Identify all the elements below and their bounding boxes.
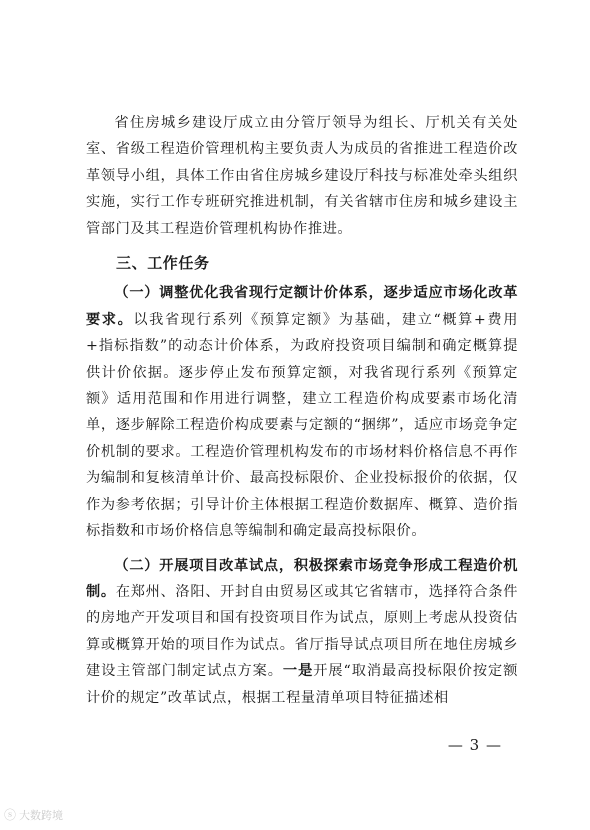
page-number: — 3 — [447,736,502,754]
body-text [86,110,518,719]
paragraph-task-2 [86,553,518,711]
task-1-body: 以我省现行系列《预算定额》为基础，建立“概算+费用+指标指数”的动态计价体系，为政府投资项目编制和确定概算提供计价依据。逐步停止发布预算定额，对我省现行系列《预算定额》适用范围和作用进行调整，建立工程造价构成要素市场化清单，逐步解除工程造价构成要素与定额的“捆绑”，适应市场竞争定价机制的要求。工程造价管理机构发布的市场材料价格信息不再作为编制和复核清单计价、最高投标限价、企业投标报价的依据，仅作为参考依据；引导计价主体根据工程造价数据库、概算、造价指标指数和市场价格信息等编制和确定最高投标限价。 [86,311,518,540]
task-1-lead: （一）调整优化我省现行定额计价体系，逐步适应市场化改革要求。 [86,285,518,328]
task-2-tail: 开展“取消最高投标限价按定额计价的规定”改革试点，根据工程量清单项目特征描述相 [86,663,518,706]
watermark-logo-icon: ⓢ [4,808,17,822]
section-heading-tasks: 三、工作任务 [116,254,210,273]
task-2-body: 在郑州、洛阳、开封自由贸易区或其它省辖市，选择符合条件的房地产开发项目和国有投资项目作为试点，原则上考虑从投资估算或概算开始的项目作为试点。省厅指导试点项目所在地住房城乡建设主管部门制定试点方案。 [86,583,519,680]
watermark [4,806,63,823]
task-2-first-point: 一是 [282,663,314,680]
paragraph-task-1 [86,280,518,544]
paragraph-leadership-group: 省住房城乡建设厅成立由分管厅领导为组长、厅机关有关处室、省级工程造价管理机构主要负责人为成员的省推进工程造价改革领导小组，具体工作由省住房城乡建设厅科技与标准处牵头组织实施，实行工作专班研究推进机制，有关省辖市住房和城乡建设主管部门及其工程造价管理机构协作推进。 [86,115,518,237]
task-2-lead: （二）开展项目改革试点，积极探索市场竞争形成工程造价机制。 [86,557,518,600]
watermark-text: 大数跨境 [19,808,64,822]
